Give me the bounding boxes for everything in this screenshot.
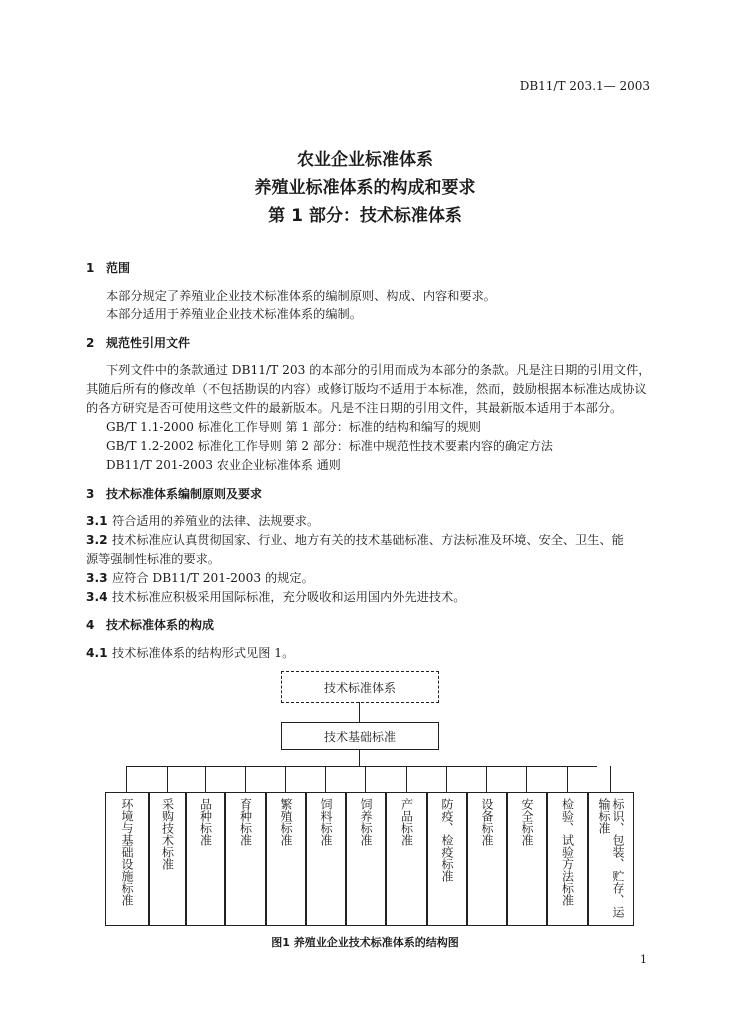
leaf-product: 产品标准 <box>386 792 427 926</box>
connector-drop-13 <box>610 766 611 792</box>
leaf-variety: 品种标准 <box>186 792 225 926</box>
reference-1: GB/T 1.1-2000 标准化工作导则 第 1 部分：标准的结构和编写的规则 <box>106 420 481 434</box>
connector-drop-12 <box>567 766 568 792</box>
normative-line-3: 的各方研究是否可使用这些文件的最新版本。凡是不注日期的引用文件，其最新版本适用于本部分。 <box>86 401 623 415</box>
normative-line-1: 下列文件中的条款通过 DB11/T 203 的本部分的引用而成为本部分的条款。凡是注日期的引用文件， <box>106 363 651 377</box>
connector-drop-7 <box>365 766 366 792</box>
leaf-procurement: 采购技术标准 <box>149 792 186 926</box>
connector-drop-11 <box>526 766 527 792</box>
connector-base <box>359 749 360 766</box>
title-line-1: 农业企业标准体系 <box>297 150 433 170</box>
title-line-3: 第 1 部分：技术标准体系 <box>268 206 462 226</box>
clause-3-1: 3.1 符合适用的养殖业的法律、法规要求。 <box>86 514 320 528</box>
diagram-base-box: 技术基础标准 <box>281 722 439 750</box>
normative-line-2: 其随后所有的修改单（不包括勘误的内容）或修订版均不适用于本标准，然而，鼓励根据本标准达成协议 <box>86 382 647 396</box>
connector-drop-10 <box>486 766 487 792</box>
reference-3: DB11/T 201-2003 农业企业标准体系 通则 <box>106 458 341 472</box>
page-number: 1 <box>640 953 647 966</box>
figure-caption: 图1 养殖业企业技术标准体系的结构图 <box>271 936 459 949</box>
reference-2: GB/T 1.2-2002 标准化工作导则 第 2 部分：标准中规范性技术要素内容的确定方法 <box>106 439 553 453</box>
section-heading-4: 4 技术标准体系的构成 <box>86 618 215 632</box>
scope-paragraph-1: 本部分规定了养殖业企业技术标准体系的编制原则、构成、内容和要求。 <box>106 289 496 303</box>
leaf-safety: 安全标准 <box>507 792 547 926</box>
clause-3-4: 3.4 技术标准应积极采用国际标准，充分吸收和运用国内外先进技术。 <box>86 590 466 604</box>
clause-3-3: 3.3 应符合 DB11/T 201-2003 的规定。 <box>86 571 314 585</box>
section-heading-2: 2 规范性引用文件 <box>86 336 191 350</box>
connector-drop-9 <box>446 766 447 792</box>
clause-4-1: 4.1 技术标准体系的结构形式见图 1。 <box>86 646 295 660</box>
section-heading-3: 3 技术标准体系编制原则及要求 <box>86 487 263 501</box>
connector-drop-5 <box>285 766 286 792</box>
connector-drop-8 <box>406 766 407 792</box>
clause-3-2-cont: 源等强制性标准的要求。 <box>86 552 221 566</box>
scope-paragraph-2: 本部分适用于养殖业企业技术标准体系的编制。 <box>106 307 362 321</box>
leaf-equipment: 设备标准 <box>467 792 507 926</box>
connector-drop-2 <box>167 766 168 792</box>
leaf-breeding: 育种标准 <box>225 792 266 926</box>
diagram-top-box: 技术标准体系 <box>281 671 439 703</box>
title-line-2: 养殖业标准体系的构成和要求 <box>254 178 476 198</box>
leaf-environment: 环境与基础设施标准 <box>105 792 149 926</box>
leaf-reproduction: 繁殖标准 <box>266 792 306 926</box>
leaf-feeding: 饲养标准 <box>346 792 386 926</box>
clause-3-2: 3.2 技术标准应认真贯彻国家、行业、地方有关的技术基础标准、方法标准及环境、安全、卫生、能 <box>86 533 624 547</box>
leaf-labeling: 标识、包装、贮存、运输标准 <box>588 792 634 926</box>
connector-top <box>359 702 360 722</box>
connector-drop-6 <box>325 766 326 792</box>
leaf-testing: 检验、试验方法标准 <box>547 792 588 926</box>
section-heading-1: 1 范围 <box>86 261 131 275</box>
leaf-epidemic: 防疫、检疫标准 <box>427 792 467 926</box>
leaf-feed: 饲料标准 <box>306 792 346 926</box>
connector-drop-4 <box>245 766 246 792</box>
connector-drop-1 <box>126 766 127 792</box>
connector-drop-3 <box>205 766 206 792</box>
document-code: DB11/T 203.1— 2003 <box>519 79 650 93</box>
